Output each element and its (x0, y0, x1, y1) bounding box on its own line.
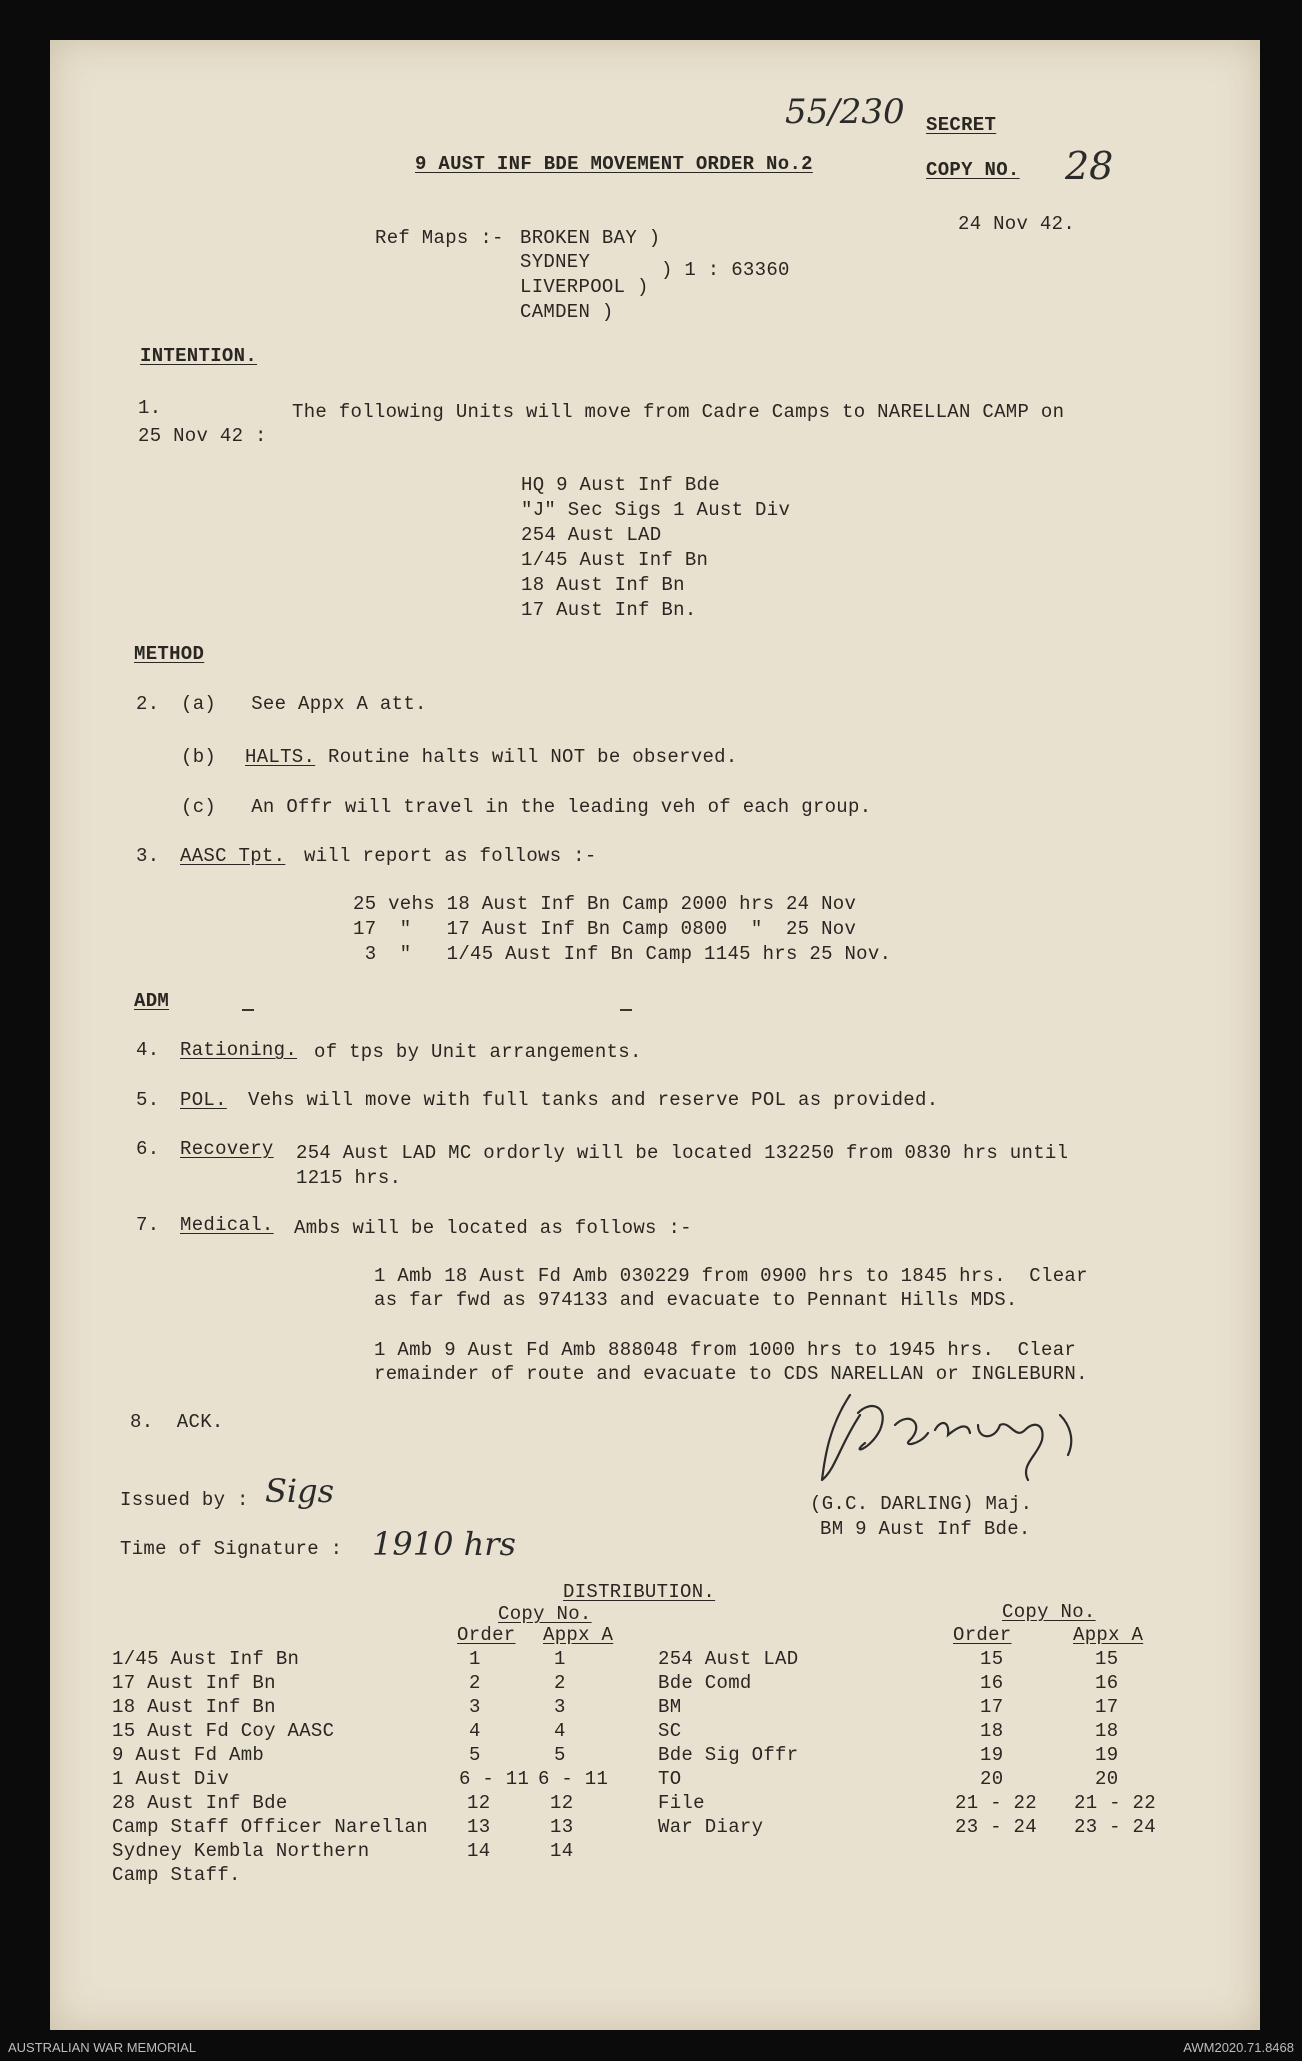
signature-mark (810, 1385, 1140, 1495)
appx-copy: 6 - 11 (538, 1768, 609, 1790)
appx-copy: 1 (554, 1648, 566, 1670)
para-6-text: 254 Aust LAD MC ordorly will be located 132250 from 0830 hrs until (296, 1142, 1069, 1164)
para-3-heading: AASC Tpt. (180, 845, 286, 867)
copy-number-label: COPY NO. (926, 159, 1020, 181)
recipient-name: 18 Aust Inf Bn (112, 1696, 276, 1718)
copy-no-label-left: Copy No. (498, 1603, 592, 1625)
order-copy: 1 (469, 1648, 481, 1670)
order-copy: 23 - 24 (955, 1816, 1037, 1838)
para-6-heading: Recovery (180, 1138, 274, 1160)
unit-item: 1/45 Aust Inf Bn (521, 549, 709, 571)
order-copy: 17 (980, 1696, 1004, 1718)
order-copy: 20 (980, 1768, 1004, 1790)
unit-item: HQ 9 Aust Inf Bde (521, 474, 720, 496)
para-2a: (a) See Appx A att. (181, 693, 427, 715)
separator-dash (242, 1009, 254, 1011)
amb-1-line-1: 1 Amb 18 Aust Fd Amb 030229 from 0900 hrs to 1845 hrs. Clear (374, 1265, 1088, 1287)
para-1-date: 25 Nov 42 : (138, 425, 267, 447)
order-column-right: Order (953, 1624, 1012, 1646)
classification-label: SECRET (926, 114, 997, 136)
recipient-name: War Diary (658, 1816, 764, 1838)
signatory-appointment: BM 9 Aust Inf Bde. (820, 1518, 1031, 1540)
appx-copy: 4 (554, 1720, 566, 1742)
unit-item: 254 Aust LAD (521, 524, 662, 546)
para-7-heading: Medical. (180, 1214, 274, 1236)
appx-copy: 23 - 24 (1074, 1816, 1156, 1838)
archive-credit: AUSTRALIAN WAR MEMORIAL (8, 2040, 197, 2055)
para-2c: (c) An Offr will travel in the leading veh of each group. (181, 796, 872, 818)
document-title: 9 AUST INF BDE MOVEMENT ORDER No.2 (415, 153, 813, 175)
para-2-number: 2. (136, 693, 160, 715)
order-copy: 21 - 22 (955, 1792, 1037, 1814)
issued-by-value: Sigs (265, 1472, 335, 1510)
appx-copy: 16 (1095, 1672, 1119, 1694)
document-page (50, 40, 1260, 2030)
para-3-number: 3. (136, 845, 160, 867)
appx-copy: 15 (1095, 1648, 1119, 1670)
recipient-name: TO (658, 1768, 682, 1790)
adm-heading: ADM (134, 990, 170, 1012)
ref-map-1: BROKEN BAY ) (520, 227, 661, 249)
recipient-name: Sydney Kembla Northern (112, 1840, 370, 1862)
para-5-text: Vehs will move with full tanks and reserve POL as provided. (248, 1089, 939, 1111)
para-2b-heading: HALTS. (245, 746, 316, 768)
amb-2-line-2: remainder of route and evacuate to CDS NARELLAN or INGLEBURN. (374, 1363, 1088, 1385)
recipient-name: Camp Staff. (112, 1864, 241, 1886)
order-column-left: Order (457, 1624, 516, 1646)
recipient-name: File (658, 1792, 705, 1814)
recipient-name: 254 Aust LAD (658, 1648, 799, 1670)
tpt-line: 3 " 1/45 Aust Inf Bn Camp 1145 hrs 25 Nov. (353, 943, 892, 965)
appx-copy: 20 (1095, 1768, 1119, 1790)
order-copy: 6 - 11 (459, 1768, 530, 1790)
distribution-heading: DISTRIBUTION. (563, 1581, 716, 1603)
amb-2-line-1: 1 Amb 9 Aust Fd Amb 888048 from 1000 hrs to 1945 hrs. Clear (374, 1339, 1077, 1361)
para-6-text-cont: 1215 hrs. (296, 1167, 402, 1189)
appx-copy: 14 (550, 1840, 574, 1862)
order-copy: 3 (469, 1696, 481, 1718)
order-copy: 15 (980, 1648, 1004, 1670)
para-2b-text: Routine halts will NOT be observed. (328, 746, 738, 768)
appx-copy: 12 (550, 1792, 574, 1814)
ref-map-3: LIVERPOOL ) (520, 276, 649, 298)
appx-copy: 5 (554, 1744, 566, 1766)
amb-1-line-2: as far fwd as 974133 and evacuate to Pennant Hills MDS. (374, 1289, 1018, 1311)
order-date: 24 Nov 42. (958, 213, 1076, 235)
order-copy: 16 (980, 1672, 1004, 1694)
para-1-number: 1. (138, 397, 162, 419)
recipient-name: Bde Sig Offr (658, 1744, 799, 1766)
order-copy: 12 (467, 1792, 491, 1814)
para-2b-label: (b) (181, 746, 217, 768)
appx-column-right: Appx A (1073, 1624, 1144, 1646)
para-3-text: will report as follows :- (304, 845, 597, 867)
recipient-name: BM (658, 1696, 682, 1718)
appx-copy: 18 (1095, 1720, 1119, 1742)
ref-map-2: SYDNEY (520, 251, 591, 273)
unit-item: 17 Aust Inf Bn. (521, 599, 697, 621)
signatory-name: (G.C. DARLING) Maj. (810, 1493, 1033, 1515)
ref-map-scale: ) 1 : 63360 (661, 259, 790, 281)
appx-copy: 3 (554, 1696, 566, 1718)
recipient-name: 15 Aust Fd Coy AASC (112, 1720, 335, 1742)
method-heading: METHOD (134, 643, 205, 665)
order-copy: 2 (469, 1672, 481, 1694)
appx-copy: 17 (1095, 1696, 1119, 1718)
order-copy: 4 (469, 1720, 481, 1742)
recipient-name: 1 Aust Div (112, 1768, 230, 1790)
issued-by-label: Issued by : (120, 1489, 249, 1511)
recipient-name: 1/45 Aust Inf Bn (112, 1648, 300, 1670)
para-4-number: 4. (136, 1039, 160, 1061)
para-8-ack: 8. ACK. (130, 1411, 224, 1433)
copy-number-value: 28 (1065, 144, 1114, 188)
order-copy: 14 (467, 1840, 491, 1862)
para-4-heading: Rationing. (180, 1039, 298, 1061)
appx-copy: 13 (550, 1816, 574, 1838)
appx-copy: 2 (554, 1672, 566, 1694)
recipient-name: 9 Aust Fd Amb (112, 1744, 265, 1766)
recipient-name: Camp Staff Officer Narellan (112, 1816, 428, 1838)
appx-copy: 21 - 22 (1074, 1792, 1156, 1814)
order-copy: 18 (980, 1720, 1004, 1742)
para-6-number: 6. (136, 1138, 160, 1160)
tpt-line: 25 vehs 18 Aust Inf Bn Camp 2000 hrs 24 Nov (353, 893, 857, 915)
separator-dash (620, 1009, 632, 1011)
unit-item: 18 Aust Inf Bn (521, 574, 685, 596)
para-7-text: Ambs will be located as follows :- (294, 1217, 692, 1239)
order-copy: 5 (469, 1744, 481, 1766)
recipient-name: 17 Aust Inf Bn (112, 1672, 276, 1694)
recipient-name: Bde Comd (658, 1672, 752, 1694)
archive-accession-number: AWM2020.71.8468 (1183, 2040, 1294, 2055)
order-copy: 19 (980, 1744, 1004, 1766)
time-of-signature-value: 1910 hrs (372, 1525, 516, 1563)
time-of-signature-label: Time of Signature : (120, 1538, 343, 1560)
para-1-text: The following Units will move from Cadre Camps to NARELLAN CAMP on (292, 401, 1065, 423)
tpt-line: 17 " 17 Aust Inf Bn Camp 0800 " 25 Nov (353, 918, 857, 940)
copy-no-label-right: Copy No. (1002, 1601, 1096, 1623)
para-5-heading: POL. (180, 1089, 227, 1111)
recipient-name: SC (658, 1720, 682, 1742)
unit-item: "J" Sec Sigs 1 Aust Div (521, 499, 791, 521)
appx-column-left: Appx A (543, 1624, 614, 1646)
recipient-name: 28 Aust Inf Bde (112, 1792, 288, 1814)
ref-map-4: CAMDEN ) (520, 301, 614, 323)
order-copy: 13 (467, 1816, 491, 1838)
file-reference: 55/230 (785, 92, 905, 132)
ref-maps-label: Ref Maps :- (375, 227, 504, 249)
para-4-text: of tps by Unit arrangements. (314, 1041, 642, 1063)
intention-heading: INTENTION. (140, 345, 258, 367)
para-7-number: 7. (136, 1214, 160, 1236)
appx-copy: 19 (1095, 1744, 1119, 1766)
para-5-number: 5. (136, 1089, 160, 1111)
